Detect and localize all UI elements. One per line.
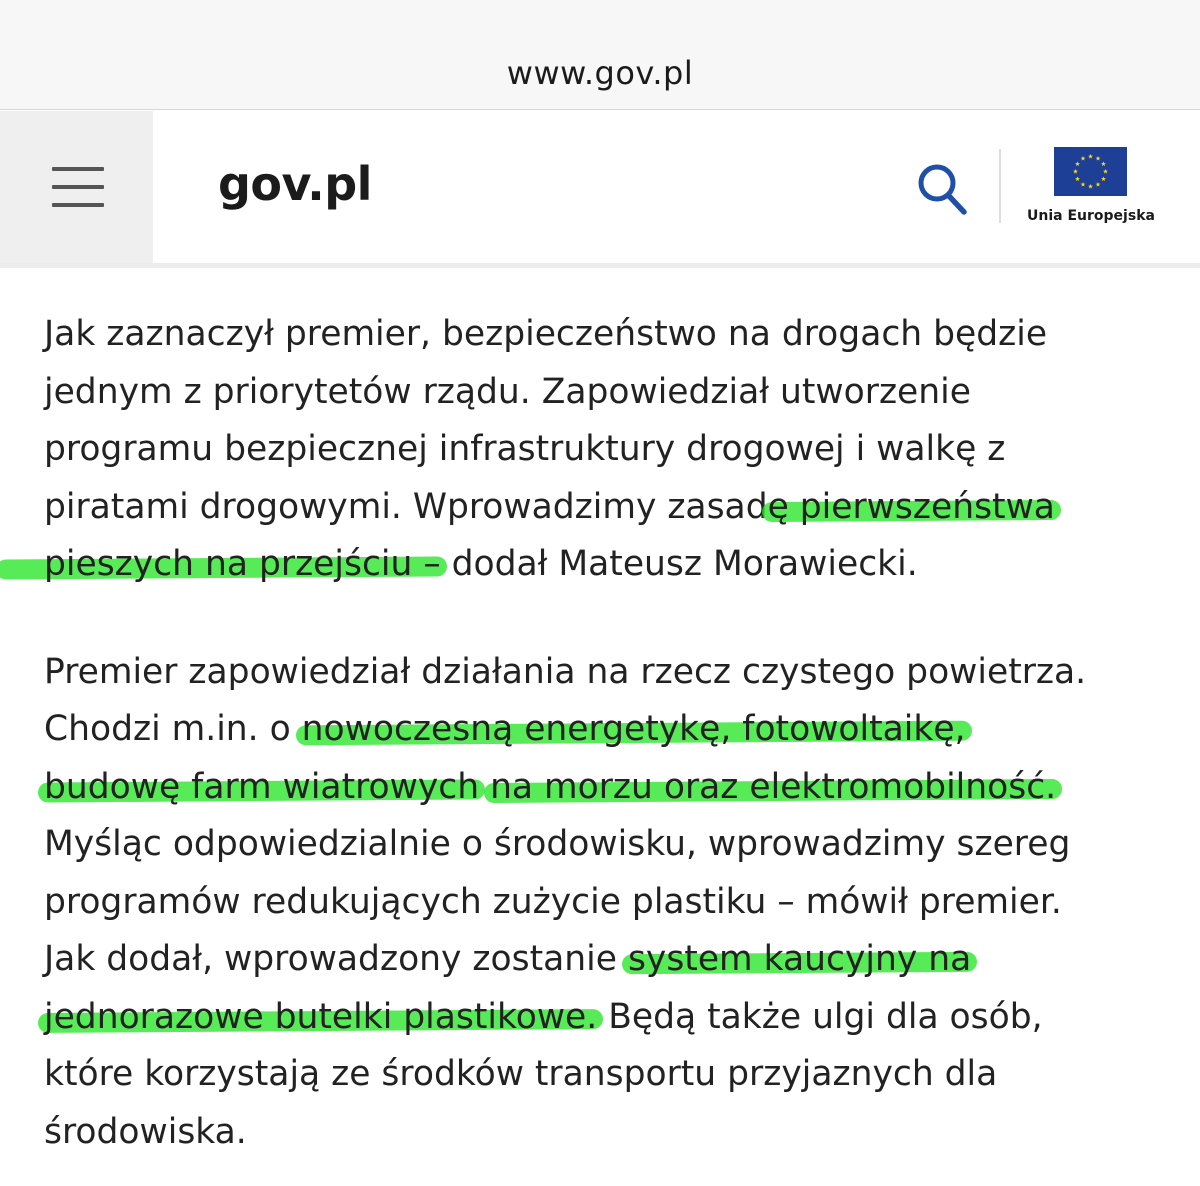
- text-segment: Chodzi m.in. o: [44, 709, 302, 749]
- text-line: [44, 306, 1194, 364]
- eu-flag-icon: [1054, 147, 1127, 196]
- text-segment: Myśląc odpowiedzialnie o środowisku, wprowadzimy szereg: [44, 824, 1071, 864]
- text-segment: Jak dodał, wprowadzony zostanie: [44, 939, 628, 979]
- text-segment: Będą także ulgi dla osób,: [597, 996, 1043, 1037]
- article-body: [44, 306, 1194, 1161]
- text-segment: Jak zaznaczył premier, bezpieczeństwo na drogach będzie: [44, 314, 1048, 354]
- text-line: [44, 759, 1194, 817]
- text-line: [44, 421, 1194, 479]
- highlighted-text: ę pierwszeństwa: [767, 486, 1055, 527]
- search-icon: [914, 159, 970, 221]
- text-line: [44, 644, 1194, 702]
- text-segment: piratami drogowymi. Wprowadzimy zasad: [44, 486, 768, 527]
- eu-label: Unia Europejska: [1027, 208, 1155, 224]
- eu-logo[interactable]: [1021, 147, 1161, 237]
- text-line: [44, 701, 1194, 759]
- site-logo[interactable]: gov.pl: [218, 157, 372, 211]
- text-segment: jednym z priorytetów rządu. Zapowiedział utworzenie: [44, 371, 971, 412]
- text-segment: dodał Mateusz Morawiecki.: [440, 544, 918, 584]
- highlighted-text: na morzu oraz elektromobilność.: [490, 766, 1057, 807]
- text-line: [44, 931, 1194, 989]
- text-line: [44, 816, 1194, 874]
- text-segment: programu bezpiecznej infrastruktury drogowej i walkę z: [44, 429, 1006, 469]
- article-paragraph: [44, 306, 1194, 594]
- text-line: [44, 364, 1194, 422]
- text-line: [44, 1104, 1194, 1162]
- highlighted-text: pieszych na przejściu –: [44, 544, 441, 584]
- highlighted-text: budowę farm wiatrowych: [44, 766, 480, 807]
- text-line: [44, 536, 1194, 594]
- text-line: [44, 1046, 1194, 1104]
- text-line: [44, 479, 1194, 537]
- text-segment: środowiska.: [44, 1111, 247, 1152]
- menu-button[interactable]: [0, 111, 153, 263]
- url-text[interactable]: www.gov.pl: [506, 54, 694, 92]
- text-line: [44, 989, 1194, 1047]
- highlighted-text: system kaucyjny na: [627, 939, 972, 979]
- text-line: [44, 874, 1194, 932]
- highlighted-text: jednorazowe butelki plastikowe.: [44, 996, 598, 1037]
- header-divider: [999, 149, 1001, 223]
- browser-address-bar[interactable]: [0, 0, 1200, 110]
- highlighted-text: nowoczesną energetykę, fotowoltaikę,: [301, 709, 966, 749]
- text-segment: programów redukujących zużycie plastiku – mówił premier.: [44, 881, 1062, 922]
- search-button[interactable]: [914, 159, 970, 221]
- text-segment: które korzystają ze środków transportu przyjaznych dla: [44, 1054, 998, 1094]
- site-header: [0, 111, 1200, 268]
- text-segment: Premier zapowiedział działania na rzecz czystego powietrza.: [44, 651, 1087, 692]
- article-paragraph: [44, 644, 1194, 1162]
